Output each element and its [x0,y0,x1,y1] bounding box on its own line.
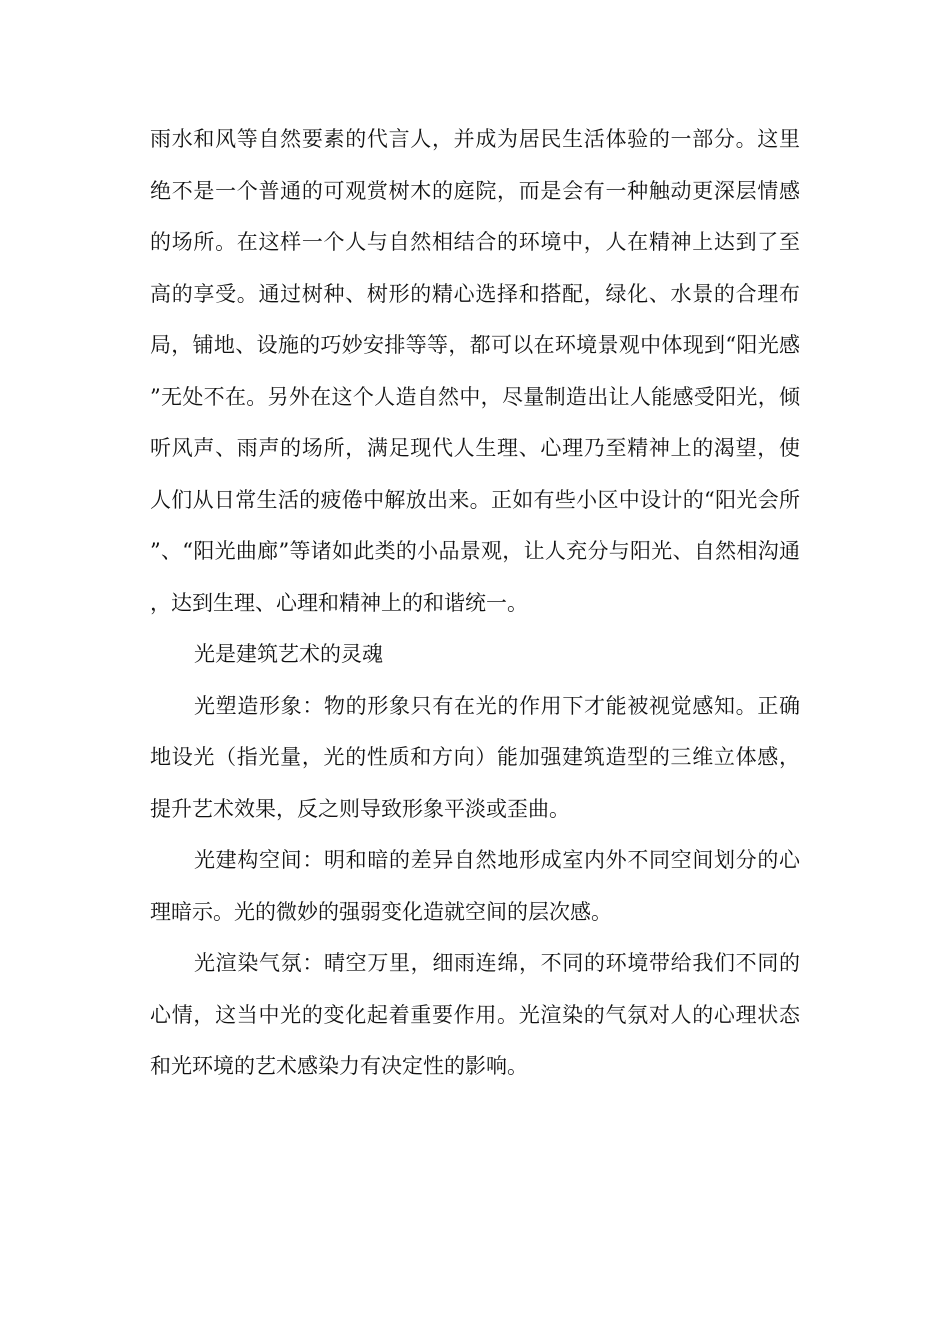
paragraph-light-shapes-form: 光塑造形象：物的形象只有在光的作用下才能被视觉感知。正确地设光（指光量，光的性质和方向）能加强建筑造型的三维立体感，提升艺术效果，反之则导致形象平淡或歪曲。 [150,693,800,821]
paragraph-light-renders-atmosphere: 光渲染气氛：晴空万里，细雨连绵，不同的环境带给我们不同的心情，这当中光的变化起着重要作用。光渲染的气氛对人的心理状态和光环境的艺术感染力有决定性的影响。 [150,951,800,1078]
paragraph-continuation: 雨水和风等自然要素的代言人，并成为居民生活体验的一部分。这里绝不是一个普通的可观赏树木的庭院，而是会有一种触动更深层情感的场所。在这样一个人与自然相结合的环境中，人在精神上达到了至高的享受。通过树种、树形的精心选择和搭配，绿化、水景的合理布局，铺地、设施的巧妙安排等等，都可以在环境景观中体现到“阳光感”无处不在。另外在这个人造自然中，尽量制造出让人能感受阳光，倾听风声、雨声的场所，满足现代人生理、心理乃至精神上的渴望，使人们从日常生活的疲倦中解放出来。正如有些小区中设计的“阳光会所”、“阳光曲廊”等诸如此类的小品景观，让人充分与阳光、自然相沟通，达到生理、心理和精神上的和谐统一。 [150,127,800,615]
paragraph-light-builds-space: 光建构空间：明和暗的差异自然地形成室内外不同空间划分的心理暗示。光的微妙的强弱变化造就空间的层次感。 [150,848,800,924]
document-body [150,114,800,1093]
section-heading: 光是建筑艺术的灵魂 [194,642,383,666]
